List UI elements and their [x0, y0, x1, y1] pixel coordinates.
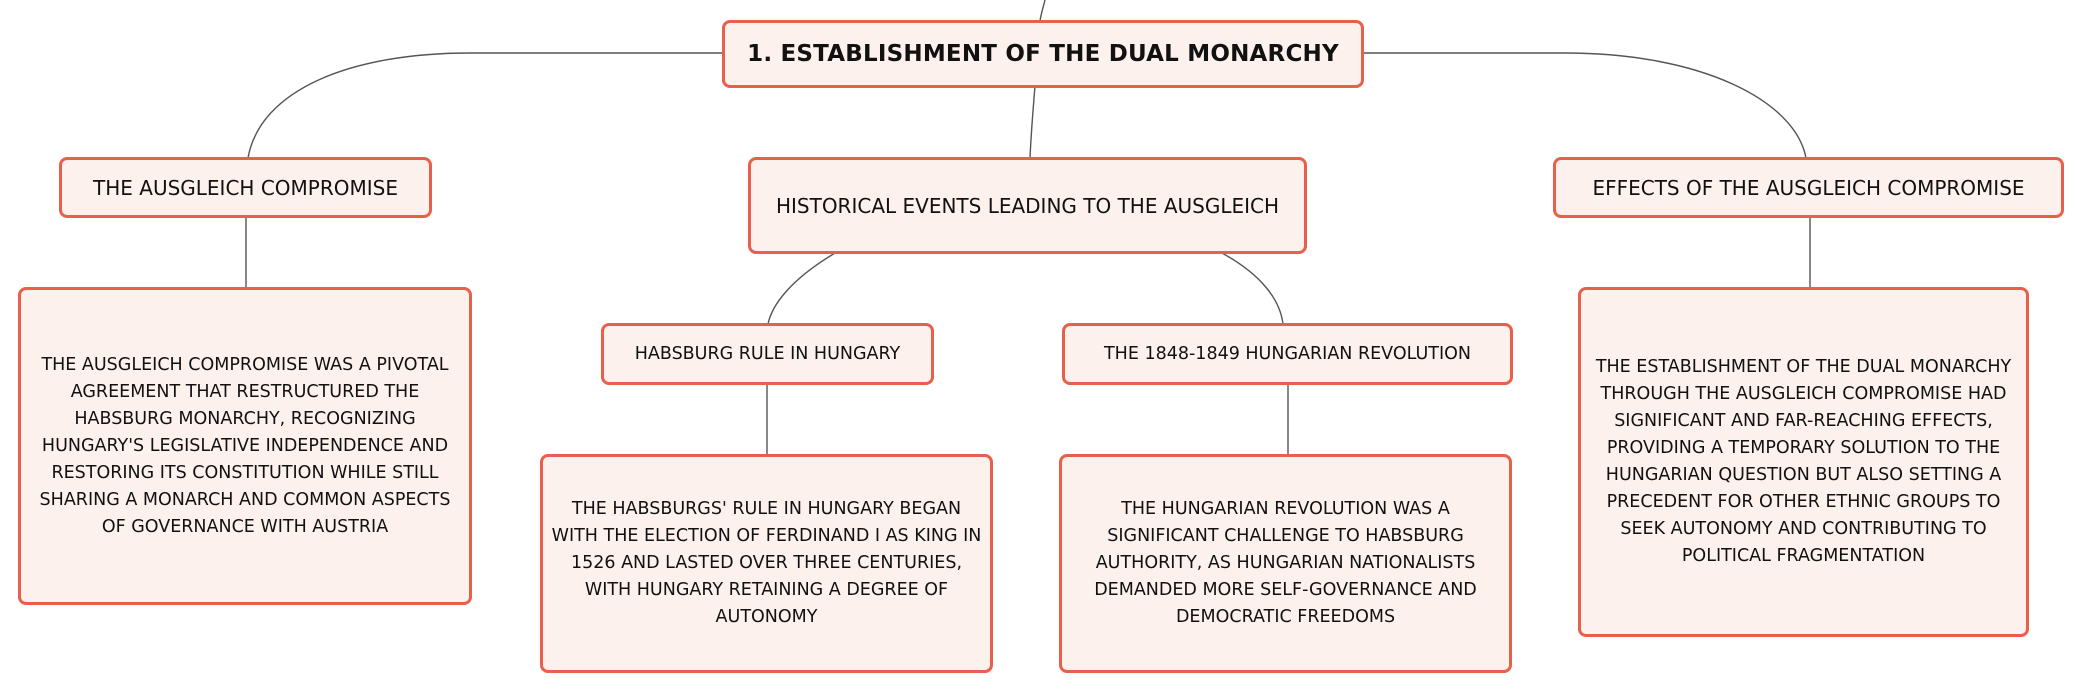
habsburg-title: HABSBURG RULE IN HUNGARY — [634, 344, 901, 364]
connector-root-ausgleich — [248, 53, 722, 158]
revolution-detail-text: THE HUNGARIAN REVOLUTION WAS A SIGNIFICANT CHALLENGE TO HABSBURG AUTHORITY, AS HUNGARIAN NATIONALISTS DEMANDED MORE SELF-GOVERNANCE AND DEMOCRATIC FREEDOMS — [1094, 499, 1477, 627]
ausgleich-detail[interactable] — [18, 287, 472, 605]
habsburg-detail[interactable] — [540, 454, 993, 673]
connector-history-habsburg — [768, 253, 835, 324]
connector-root-history — [1030, 86, 1035, 158]
effects-detail-text: THE ESTABLISHMENT OF THE DUAL MONARCHY THROUGH THE AUSGLEICH COMPROMISE HAD SIGNIFICANT AND FAR-REACHING EFFECTS, PROVIDING A TEMPORARY SOLUTION TO THE HUNGARIAN QUESTION BUT ALSO SETTING A PRECEDENT FOR OTHER ETHNIC GROUPS TO SEEK AUTONOMY AND CONTRIBUTING TO POLITICAL FRAGMENTATION — [1595, 357, 2012, 566]
connector-root-effects — [1363, 53, 1806, 158]
revolution-detail[interactable] — [1059, 454, 1512, 673]
connector-root-top — [1040, 0, 1045, 21]
history-title: HISTORICAL EVENTS LEADING TO THE AUSGLEICH — [775, 193, 1280, 218]
connector-history-revolution — [1222, 253, 1283, 324]
habsburg-node[interactable] — [601, 323, 934, 385]
ausgleich-detail-text: THE AUSGLEICH COMPROMISE WAS A PIVOTAL AGREEMENT THAT RESTRUCTURED THE HABSBURG MONARCHY, RECOGNIZING HUNGARY'S LEGISLATIVE INDEPENDENCE AND RESTORING ITS CONSTITUTION WHILE STILL SHARING A MONARCH AND COMMON ASPECTS OF GOVERNANCE WITH AUSTRIA — [39, 354, 451, 537]
ausgleich-node[interactable] — [59, 157, 432, 218]
effects-title: EFFECTS OF THE AUSGLEICH COMPROMISE — [1592, 175, 2025, 200]
ausgleich-title: THE AUSGLEICH COMPROMISE — [93, 175, 398, 200]
root-title: 1. ESTABLISHMENT OF THE DUAL MONARCHY — [747, 41, 1339, 67]
effects-detail[interactable] — [1578, 287, 2029, 637]
habsburg-detail-text: THE HABSBURGS' RULE IN HUNGARY BEGAN WITH THE ELECTION OF FERDINAND I AS KING IN 1526 AND LASTED OVER THREE CENTURIES, WITH HUNGARY RETAINING A DEGREE OF AUTONOMY — [551, 499, 982, 627]
revolution-node[interactable] — [1062, 323, 1513, 385]
history-node[interactable] — [748, 157, 1307, 254]
revolution-title: THE 1848-1849 HUNGARIAN REVOLUTION — [1103, 344, 1471, 364]
effects-node[interactable] — [1553, 157, 2064, 218]
root-node[interactable] — [722, 20, 1364, 88]
